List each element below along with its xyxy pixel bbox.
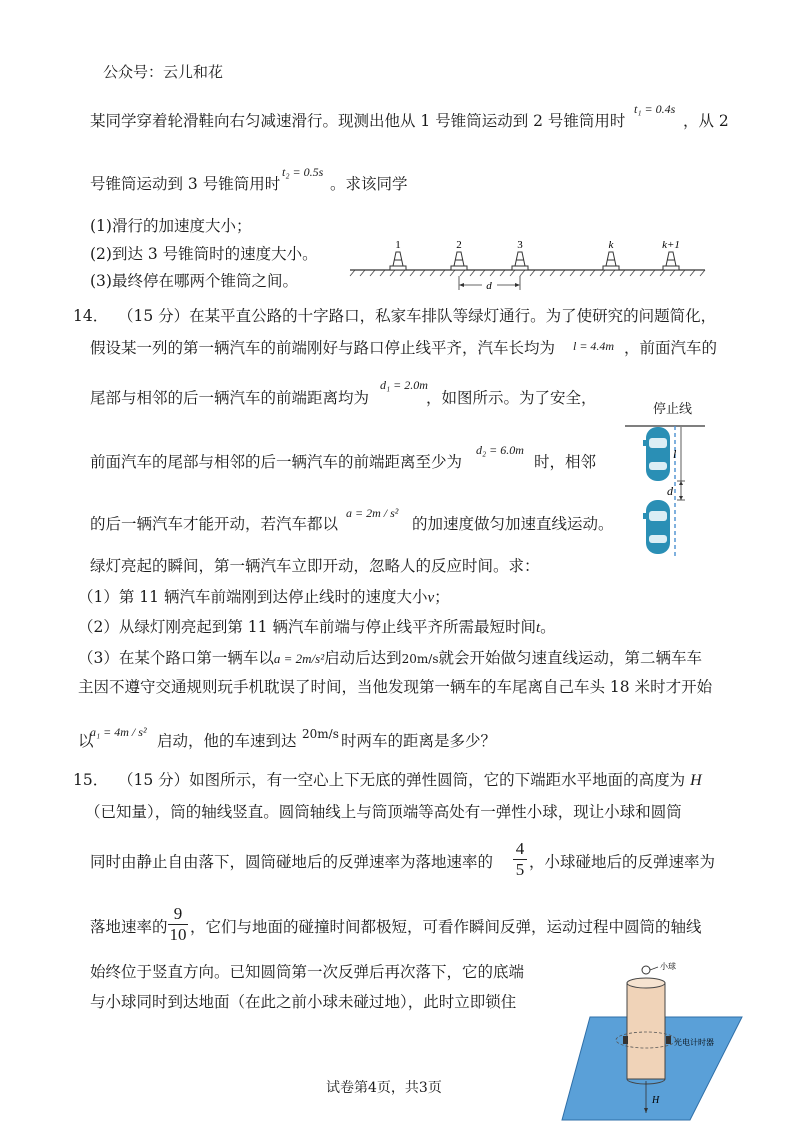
q14-line6: 绿灯亮起的瞬间，第一辆汽车立即开动，忽略人的反应时间。求： — [90, 557, 540, 575]
q14-a-value: a = 2m / s² — [346, 506, 399, 520]
q14-part3-line3-mid: 启动，他的车速到达 — [157, 732, 297, 750]
q15-line3: 同时由静止自由落下，圆筒碰地后的反弹速率为落地速率的 — [90, 853, 494, 871]
q13-part1: (1)滑行的加速度大小； — [90, 217, 252, 235]
q14-part3-line3-pre: 以 — [78, 732, 94, 750]
q15-number: 15． — [73, 771, 109, 789]
cone-2 — [451, 252, 467, 270]
q15-line2: （已知量），筒的轴线竖直。圆筒轴线上与筒顶端等高处有一弹性小球，现让小球和圆筒 — [85, 803, 682, 821]
cone-label-2: 2 — [456, 239, 462, 251]
q13-line1-end: ，从 2 — [683, 112, 729, 130]
fig-d-label: d — [667, 484, 673, 498]
q14-part3-line3-end: 时两车的距离是多少？ — [341, 732, 497, 750]
fraction-9-10: 9 10 — [169, 904, 187, 944]
q13-line2-end: 。求该同学 — [330, 175, 408, 193]
q14-line3-end: ，如图所示。为了安全， — [426, 389, 597, 407]
q14-a1-value: a₁ = 4m / s² — [90, 725, 147, 739]
cylinder-figure — [560, 955, 750, 1125]
cone-3 — [512, 252, 528, 270]
q14-line5-end: 的加速度做匀加速直线运动。 — [412, 515, 614, 533]
car-queue-figure — [625, 418, 705, 558]
q14-d1-value: d₁ = 2.0m — [380, 378, 428, 392]
q14-line4: 前面汽车的尾部与相邻的后一辆汽车的前端距离至少为 — [90, 453, 463, 471]
ball — [642, 966, 650, 974]
q14-part3-line1: （3）在某个路口第一辆车以a = 2m/s²启动后达到20m/s就会开始做匀速直线运动，第二辆车车 — [78, 649, 702, 667]
q14-line2-end: ，前面汽车的 — [624, 339, 718, 357]
H-label: H — [652, 1095, 660, 1106]
q14-speed-value: 20m/s — [302, 727, 339, 741]
car-1 — [643, 427, 670, 481]
cone-1 — [390, 252, 406, 270]
cylinder — [627, 978, 665, 1084]
q13-part2: (2)到达 3 号锥筒时的速度大小。 — [90, 245, 318, 263]
q14-line4-end: 时，相邻 — [534, 453, 597, 471]
ball-label: 小球 — [660, 962, 676, 971]
fig-l-label: l — [673, 447, 677, 461]
fraction-4-5: 4 5 — [513, 840, 527, 879]
sensor-label: 光电计时器 — [674, 1038, 714, 1047]
cone-label-3: 3 — [517, 239, 523, 251]
cone-figure — [350, 236, 710, 296]
q15-line6: 与小球同时到达地面（在此之前小球未碰过地），此时立即锁住 — [90, 993, 517, 1011]
q13-t2-value: t₂ = 0.5s — [282, 165, 324, 179]
q13-line2: 号锥筒运动到 3 号锥筒用时 — [90, 175, 281, 193]
q15-line4: 落地速率的 — [90, 918, 168, 936]
page-footer: 试卷第4页，共3页 — [326, 1080, 442, 1096]
q14-line1: （15 分）在某平直公路的十字路口，私家车排队等绿灯通行。为了使研究的问题简化， — [118, 307, 717, 325]
q15-line3-end: ，小球碰地后的反弹速率为 — [529, 853, 716, 871]
q14-part1: （1）第 11 辆汽车前端刚到达停止线时的速度大小v； — [78, 588, 450, 606]
q15-line4-end: ，它们与地面的碰撞时间都极短，可看作瞬间反弹，运动过程中圆筒的轴线 — [190, 918, 702, 936]
d-label: d — [486, 280, 492, 292]
cone-k — [603, 252, 619, 270]
cone-label-k: k — [608, 239, 614, 251]
q14-l-value: l = 4.4m — [573, 339, 615, 353]
cone-label-k1: k+1 — [662, 239, 680, 251]
q14-part2: （2）从绿灯刚亮起到第 11 辆汽车前端与停止线平齐所需最短时间t。 — [78, 618, 556, 636]
q14-line3: 尾部与相邻的后一辆汽车的前端距离均为 — [90, 389, 370, 407]
wechat-header: 公众号：云儿和花 — [103, 63, 224, 81]
stop-line-label: 停止线 — [653, 402, 693, 417]
q14-line5: 的后一辆汽车才能开动，若汽车都以 — [90, 515, 339, 533]
car-2 — [643, 500, 670, 554]
q13-part3: (3)最终停在哪两个锥筒之间。 — [90, 272, 298, 290]
q13-line1: 某同学穿着轮滑鞋向右匀减速滑行。现测出他从 1 号锥筒运动到 2 号锥筒用时 — [90, 112, 626, 130]
q14-number: 14． — [73, 307, 109, 325]
cone-k1 — [663, 252, 679, 270]
cone-label-1: 1 — [395, 239, 401, 251]
q15-line1: （15 分）如图所示，有一空心上下无底的弹性圆筒，它的下端距水平地面的高度为 H — [118, 771, 702, 789]
q14-d2-value: d₂ = 6.0m — [476, 443, 524, 457]
q14-part3-line2: 主因不遵守交通规则玩手机耽误了时间，当他发现第一辆车的车尾离自己车头 18 米时才开始 — [78, 678, 713, 696]
q15-line5: 始终位于竖直方向。已知圆筒第一次反弹后再次落下，它的底端 — [90, 963, 525, 981]
q13-t1-value: t₁ = 0.4s — [634, 102, 676, 116]
q14-line2: 假设某一列的第一辆汽车的前端刚好与路口停止线平齐，汽车长均为 — [90, 339, 556, 357]
